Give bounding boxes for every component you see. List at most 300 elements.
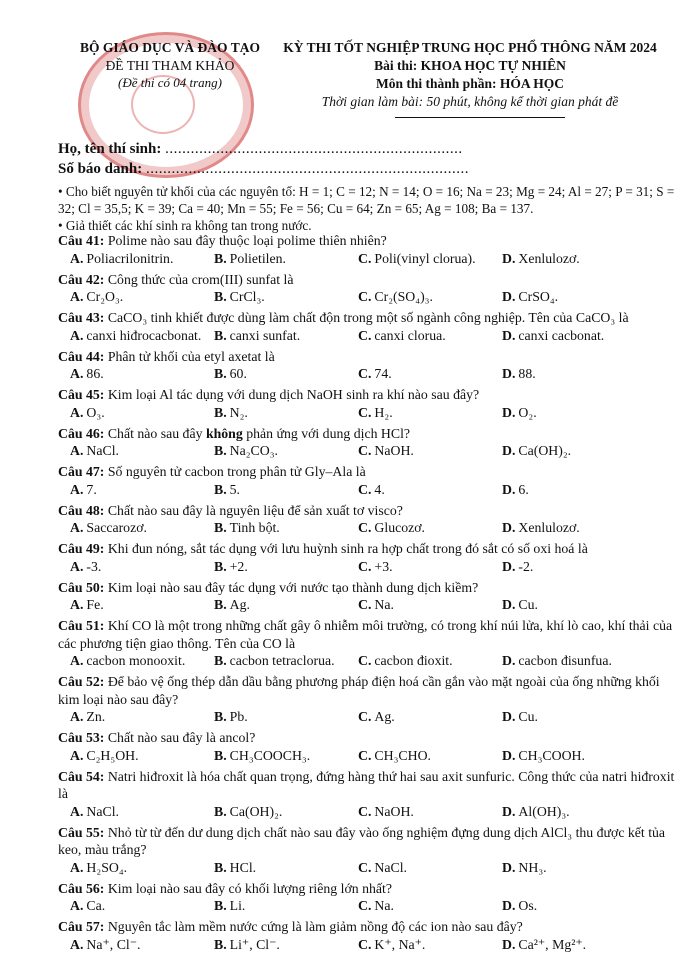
option-letter: C. xyxy=(358,366,372,381)
option-letter: C. xyxy=(358,250,372,266)
option-text: NaOH. xyxy=(374,803,414,819)
answer-option xyxy=(202,596,346,614)
question-text xyxy=(58,729,680,747)
question-stem: Để bảo vệ ống thép dẫn dầu bằng phương pháp điện hoá cần gắn vào mặt ngoài của ống những khối kim loại nào sau đây? xyxy=(58,674,660,707)
question xyxy=(58,271,680,307)
option-text: K⁺, Na⁺. xyxy=(374,936,426,952)
question-text xyxy=(58,579,680,597)
option-letter: B. xyxy=(214,803,227,819)
answer-options xyxy=(58,859,680,877)
question xyxy=(58,386,680,422)
question-number: Câu 52: xyxy=(58,674,105,689)
answer-option xyxy=(58,652,202,670)
answer-option xyxy=(58,596,202,614)
option-text: Cu. xyxy=(518,597,538,612)
atomic-masses-note: • Cho biết nguyên tử khối của các nguyên tố: H = 1; C = 12; N = 14; O = 16; Na = 23; Mg = 24; Al = 27; P = 31; S = 32; Cl = 35,5; K = 39; Ca = 40; Mn = 55; Fe = 56; Cu = 64; Zn = 65; Ag = 108; Ba = 137. xyxy=(58,184,675,216)
answer-options xyxy=(58,481,680,499)
answer-option xyxy=(202,747,346,765)
answer-option xyxy=(202,250,346,268)
option-text: Pb. xyxy=(229,709,248,724)
answer-options xyxy=(58,288,680,306)
answer-option xyxy=(346,652,490,670)
question-text xyxy=(58,232,680,250)
option-letter: A. xyxy=(70,859,84,875)
option-text: Zn. xyxy=(86,709,106,724)
option-letter: C. xyxy=(358,404,372,420)
question xyxy=(58,880,680,916)
question-number: Câu 41: xyxy=(58,233,105,248)
option-letter: B. xyxy=(214,443,227,458)
answer-options xyxy=(58,365,680,383)
answer-option xyxy=(58,558,202,576)
answer-option xyxy=(346,708,490,726)
answer-option xyxy=(346,481,490,499)
answer-option xyxy=(58,936,202,954)
option-text: cacbon đisunfua. xyxy=(518,653,612,668)
candidate-info xyxy=(58,139,469,179)
question-number: Câu 56: xyxy=(58,880,105,896)
option-letter: A. xyxy=(70,366,84,381)
option-letter: B. xyxy=(214,558,227,574)
answer-option xyxy=(58,708,202,726)
answer-option xyxy=(58,327,202,345)
question-text xyxy=(58,617,680,652)
question-text xyxy=(58,918,680,936)
option-letter: D. xyxy=(502,747,516,763)
answer-option xyxy=(490,747,634,765)
option-text: C₂H₅OH. xyxy=(86,747,139,763)
ministry-name: BỘ GIÁO DỤC VÀ ĐÀO TẠO xyxy=(80,40,260,55)
question-number: Câu 48: xyxy=(58,502,105,518)
option-text: 4. xyxy=(374,481,385,497)
option-text: canxi clorua. xyxy=(374,327,446,343)
answer-option xyxy=(490,897,634,915)
answer-options xyxy=(58,442,680,460)
question-stem: Phân tử khối của etyl axetat là xyxy=(107,348,275,364)
option-letter: D. xyxy=(502,404,516,420)
option-text: 6. xyxy=(518,481,529,497)
option-letter: A. xyxy=(70,936,84,952)
option-text: cacbon monooxit. xyxy=(86,653,186,668)
option-text: +2. xyxy=(229,558,248,574)
answer-option xyxy=(490,596,634,614)
option-text: Ca²⁺, Mg²⁺. xyxy=(518,936,587,952)
answer-option xyxy=(346,327,490,345)
option-letter: A. xyxy=(70,803,84,819)
option-text: 88. xyxy=(518,366,536,381)
option-text: Ca(OH)₂. xyxy=(518,443,572,458)
option-text: Tinh bột. xyxy=(229,520,280,535)
option-text: HCl. xyxy=(229,859,257,875)
candidate-name-label: Họ, tên thí sinh: xyxy=(58,141,162,157)
option-text: O₂. xyxy=(518,404,537,420)
question-stem: Nhỏ từ từ đến dư dung dịch chất nào sau đây vào ống nghiệm đựng dung dịch AlCl₃ thu được kết tủa keo, màu trắng? xyxy=(58,824,666,857)
candidate-name-field: ...................................................................... xyxy=(165,141,463,157)
option-text: H₂SO₄. xyxy=(86,859,128,875)
subject-label: Môn thi thành phần: HÓA HỌC xyxy=(376,76,564,91)
option-letter: D. xyxy=(502,327,516,343)
answer-option xyxy=(202,519,346,537)
answer-options xyxy=(58,519,680,537)
answer-option xyxy=(346,288,490,306)
option-letter: D. xyxy=(502,366,516,381)
option-text: CrSO₄. xyxy=(518,289,559,304)
option-letter: A. xyxy=(70,520,84,535)
answer-options xyxy=(58,747,680,765)
answer-options xyxy=(58,404,680,422)
option-letter: D. xyxy=(502,443,516,458)
question xyxy=(58,425,680,461)
option-text: canxi hiđrocacbonat. xyxy=(86,327,202,343)
option-text: Xenlulozơ. xyxy=(518,520,580,535)
option-text: -2. xyxy=(518,558,534,574)
question-stem: Khí CO là một trong những chất gây ô nhiễm môi trường, có trong khí núi lửa, khí lò cao, khí thải của các phương tiện giao thông. Tên của CO là xyxy=(58,618,673,651)
answer-option xyxy=(346,558,490,576)
option-letter: D. xyxy=(502,709,516,724)
question xyxy=(58,309,680,345)
option-letter: A. xyxy=(70,558,84,574)
question-stem: Kim loại nào sau đây tác dụng với nước tạo thành dung dịch kiềm? xyxy=(107,579,479,595)
answer-option xyxy=(346,365,490,383)
option-text: O₃. xyxy=(86,404,105,420)
option-text: Glucozơ. xyxy=(374,520,426,535)
answer-option xyxy=(346,442,490,460)
option-letter: B. xyxy=(214,481,227,497)
question-number: Câu 42: xyxy=(58,271,105,287)
question-text xyxy=(58,386,680,404)
question-stem: phản ứng với dung dịch HCl? xyxy=(242,425,411,441)
question-stem: Natri hiđroxit là hóa chất quan trọng, đứng hàng thứ hai sau axit sunfuric. Công thức của natri hiđroxit là xyxy=(58,768,675,801)
option-text: 60. xyxy=(229,366,247,381)
question-stem: Kim loại nào sau đây có khối lượng riêng lớn nhất? xyxy=(107,880,392,896)
option-text: Polietilen. xyxy=(229,250,286,266)
candidate-id-label: Số báo danh: xyxy=(58,161,143,177)
candidate-id-row xyxy=(58,159,469,179)
option-letter: C. xyxy=(358,653,372,668)
question-stem: Chất nào sau đây xyxy=(107,425,206,441)
option-letter: A. xyxy=(70,289,84,304)
question-stem: Số nguyên tử cacbon trong phân tử Gly–Ala là xyxy=(107,464,366,479)
answer-option xyxy=(202,442,346,460)
answer-option xyxy=(202,404,346,422)
answer-option xyxy=(58,803,202,821)
option-text: NaCl. xyxy=(86,443,119,458)
question-number: Câu 53: xyxy=(58,730,105,745)
option-letter: B. xyxy=(214,520,227,535)
answer-option xyxy=(490,442,634,460)
option-letter: B. xyxy=(214,327,227,343)
page-count: (Đề thi có 04 trang) xyxy=(118,75,222,90)
option-letter: B. xyxy=(214,936,227,952)
answer-option xyxy=(58,859,202,877)
question-number: Câu 45: xyxy=(58,387,105,402)
option-letter: B. xyxy=(214,653,227,668)
option-text: Cr₂O₃. xyxy=(86,289,124,304)
option-letter: A. xyxy=(70,250,84,266)
answer-option xyxy=(58,481,202,499)
option-text: CH₃COOCH₃. xyxy=(229,747,311,763)
answer-option xyxy=(202,652,346,670)
option-text: Na. xyxy=(374,597,394,612)
answer-option xyxy=(490,288,634,306)
question-text xyxy=(58,673,680,708)
answer-option xyxy=(490,803,634,821)
option-text: CH₃COOH. xyxy=(518,747,585,763)
question-number: Câu 47: xyxy=(58,464,105,479)
question-stem: CaCO₃ tinh khiết được dùng làm chất độn trong một số ngành công nghiệp. Tên của CaCO₃ là xyxy=(107,310,629,325)
option-text: NaCl. xyxy=(374,859,407,875)
answer-option xyxy=(490,936,634,954)
question-text xyxy=(58,824,680,859)
question-stem: Công thức của crom(III) sunfat là xyxy=(107,271,294,287)
option-letter: B. xyxy=(214,250,227,266)
option-letter: D. xyxy=(502,653,516,668)
option-letter: C. xyxy=(358,558,372,574)
option-letter: A. xyxy=(70,709,84,724)
option-letter: D. xyxy=(502,250,516,266)
option-text: 86. xyxy=(86,366,104,381)
option-letter: D. xyxy=(502,898,516,913)
question-stem: Khi đun nóng, sắt tác dụng với lưu huỳnh sinh ra hợp chất trong đó sắt có số oxi hoá là xyxy=(107,541,588,556)
option-letter: B. xyxy=(214,709,227,724)
answer-option xyxy=(58,250,202,268)
question-number: Câu 44: xyxy=(58,348,105,364)
option-letter: C. xyxy=(358,747,372,763)
answer-option xyxy=(202,327,346,345)
answer-option xyxy=(346,404,490,422)
option-letter: D. xyxy=(502,597,516,612)
answer-option xyxy=(58,288,202,306)
option-letter: A. xyxy=(70,898,84,913)
option-text: Cu. xyxy=(518,709,538,724)
answer-option xyxy=(58,442,202,460)
answer-option xyxy=(346,803,490,821)
option-text: -3. xyxy=(86,558,102,574)
answer-option xyxy=(58,365,202,383)
question xyxy=(58,617,680,670)
question-text xyxy=(58,309,680,327)
option-letter: C. xyxy=(358,481,372,497)
option-text: Os. xyxy=(518,898,538,913)
answer-options xyxy=(58,250,680,268)
question-stem: Nguyên tắc làm mềm nước cứng là làm giảm nồng độ các ion nào sau đây? xyxy=(107,919,523,934)
answer-option xyxy=(490,404,634,422)
answer-option xyxy=(202,288,346,306)
option-text: Cr₂(SO₄)₃. xyxy=(374,289,433,304)
option-letter: D. xyxy=(502,289,516,304)
answer-option xyxy=(346,519,490,537)
answer-option xyxy=(202,803,346,821)
candidate-name-row xyxy=(58,139,469,159)
option-text: NaOH. xyxy=(374,443,414,458)
option-letter: C. xyxy=(358,709,372,724)
question xyxy=(58,729,680,765)
answer-option xyxy=(490,481,634,499)
question xyxy=(58,348,680,384)
question-text xyxy=(58,540,680,558)
answer-option xyxy=(346,250,490,268)
option-text: NaCl. xyxy=(86,803,119,819)
option-text: cacbon đioxit. xyxy=(374,653,453,668)
answer-option xyxy=(490,708,634,726)
option-text: Ag. xyxy=(374,709,395,724)
question xyxy=(58,463,680,499)
option-letter: B. xyxy=(214,898,227,913)
answer-options xyxy=(58,897,680,915)
answer-options xyxy=(58,708,680,726)
answer-option xyxy=(202,859,346,877)
answer-options xyxy=(58,327,680,345)
question-text xyxy=(58,348,680,366)
option-text: cacbon tetraclorua. xyxy=(229,653,335,668)
answer-options xyxy=(58,803,680,821)
option-letter: A. xyxy=(70,327,84,343)
option-text: 5. xyxy=(229,481,241,497)
question xyxy=(58,540,680,576)
answer-options xyxy=(58,936,680,954)
option-letter: A. xyxy=(70,653,84,668)
time-note: Thời gian làm bài: 50 phút, không kể thời gian phát đề xyxy=(321,94,619,109)
answer-option xyxy=(490,519,634,537)
option-text: canxi cacbonat. xyxy=(518,327,605,343)
answer-option xyxy=(490,652,634,670)
option-letter: A. xyxy=(70,481,84,497)
option-letter: D. xyxy=(502,520,516,535)
question-number: Câu 46: xyxy=(58,425,105,441)
option-letter: A. xyxy=(70,597,84,612)
answer-option xyxy=(58,404,202,422)
option-letter: B. xyxy=(214,859,227,875)
answer-option xyxy=(490,558,634,576)
option-text: Na⁺, Cl⁻. xyxy=(86,936,141,952)
question-number: Câu 55: xyxy=(58,824,105,840)
gas-assumption-note: • Giả thiết các khí sinh ra không tan trong nước. xyxy=(58,218,312,233)
option-text: Xenlulozơ. xyxy=(518,250,580,266)
question xyxy=(58,502,680,538)
option-text: Saccarozơ. xyxy=(86,520,147,535)
question-stem: Polime nào sau đây thuộc loại polime thiên nhiên? xyxy=(107,233,387,248)
option-text: Ca(OH)₂. xyxy=(229,803,283,819)
question-number: Câu 49: xyxy=(58,541,105,556)
answer-option xyxy=(202,558,346,576)
option-letter: C. xyxy=(358,936,372,952)
option-text: Na. xyxy=(374,898,394,913)
question xyxy=(58,673,680,726)
exam-notes xyxy=(58,183,678,234)
option-text: Al(OH)₃. xyxy=(518,803,570,819)
option-letter: C. xyxy=(358,859,372,875)
option-text: Na₂CO₃. xyxy=(229,443,278,458)
option-text: Li. xyxy=(229,898,246,913)
header-left xyxy=(55,40,285,91)
question xyxy=(58,824,680,877)
option-letter: C. xyxy=(358,520,372,535)
option-letter: D. xyxy=(502,481,516,497)
answer-option xyxy=(490,859,634,877)
option-letter: C. xyxy=(358,443,372,458)
answer-options xyxy=(58,596,680,614)
answer-option xyxy=(202,708,346,726)
option-letter: A. xyxy=(70,443,84,458)
question xyxy=(58,768,680,821)
answer-options xyxy=(58,652,680,670)
answer-option xyxy=(58,897,202,915)
answer-option xyxy=(346,897,490,915)
question xyxy=(58,918,680,954)
option-text: Fe. xyxy=(86,597,104,612)
option-text: +3. xyxy=(374,558,393,574)
answer-option xyxy=(202,897,346,915)
question-emphasis: không xyxy=(205,425,243,441)
question-text xyxy=(58,880,680,898)
option-letter: C. xyxy=(358,898,372,913)
option-letter: C. xyxy=(358,803,372,819)
question-number: Câu 43: xyxy=(58,310,105,325)
question-number: Câu 54: xyxy=(58,768,105,784)
question-text xyxy=(58,463,680,481)
answer-option xyxy=(346,859,490,877)
answer-options xyxy=(58,558,680,576)
question-number: Câu 57: xyxy=(58,919,105,934)
option-text: Poliacrilonitrin. xyxy=(86,250,174,266)
question-number: Câu 50: xyxy=(58,579,105,595)
option-letter: B. xyxy=(214,289,227,304)
option-text: Ag. xyxy=(229,597,250,612)
option-letter: A. xyxy=(70,747,84,763)
option-text: CrCl₃. xyxy=(229,289,265,304)
option-letter: D. xyxy=(502,936,516,952)
option-letter: C. xyxy=(358,597,372,612)
question xyxy=(58,579,680,615)
question xyxy=(58,232,680,268)
answer-option xyxy=(202,936,346,954)
option-letter: B. xyxy=(214,366,227,381)
header-divider xyxy=(395,117,565,118)
option-text: Ca. xyxy=(86,898,106,913)
option-letter: C. xyxy=(358,327,372,343)
option-letter: A. xyxy=(70,404,84,420)
exam-title: KỲ THI TỐT NGHIỆP TRUNG HỌC PHỔ THÔNG NĂM 2024 xyxy=(283,40,657,55)
answer-option xyxy=(202,365,346,383)
answer-option xyxy=(346,936,490,954)
option-text: NH₃. xyxy=(518,859,547,875)
option-text: 74. xyxy=(374,366,392,381)
option-letter: D. xyxy=(502,859,516,875)
answer-option xyxy=(346,747,490,765)
question-stem: Kim loại Al tác dụng với dung dịch NaOH sinh ra khí nào sau đây? xyxy=(107,387,480,402)
question-text xyxy=(58,768,680,803)
option-letter: B. xyxy=(214,404,227,420)
question-stem: Chất nào sau đây là ancol? xyxy=(107,730,256,745)
question-text xyxy=(58,502,680,520)
option-text: Poli(vinyl clorua). xyxy=(374,250,476,266)
option-text: N₂. xyxy=(229,404,248,420)
answer-option xyxy=(490,327,634,345)
question-list xyxy=(58,232,680,957)
paper-type: ĐỀ THI THAM KHẢO xyxy=(105,58,235,73)
option-letter: D. xyxy=(502,558,516,574)
option-letter: B. xyxy=(214,597,227,612)
option-letter: B. xyxy=(214,747,227,763)
option-text: H₂. xyxy=(374,404,393,420)
answer-option xyxy=(346,596,490,614)
question-number: Câu 51: xyxy=(58,618,105,633)
option-text: 7. xyxy=(86,481,97,497)
candidate-id-field: ............................................................................ xyxy=(145,161,469,177)
option-text: canxi sunfat. xyxy=(229,327,301,343)
question-stem: Chất nào sau đây là nguyên liệu để sản xuất tơ visco? xyxy=(107,502,403,518)
answer-option xyxy=(202,481,346,499)
